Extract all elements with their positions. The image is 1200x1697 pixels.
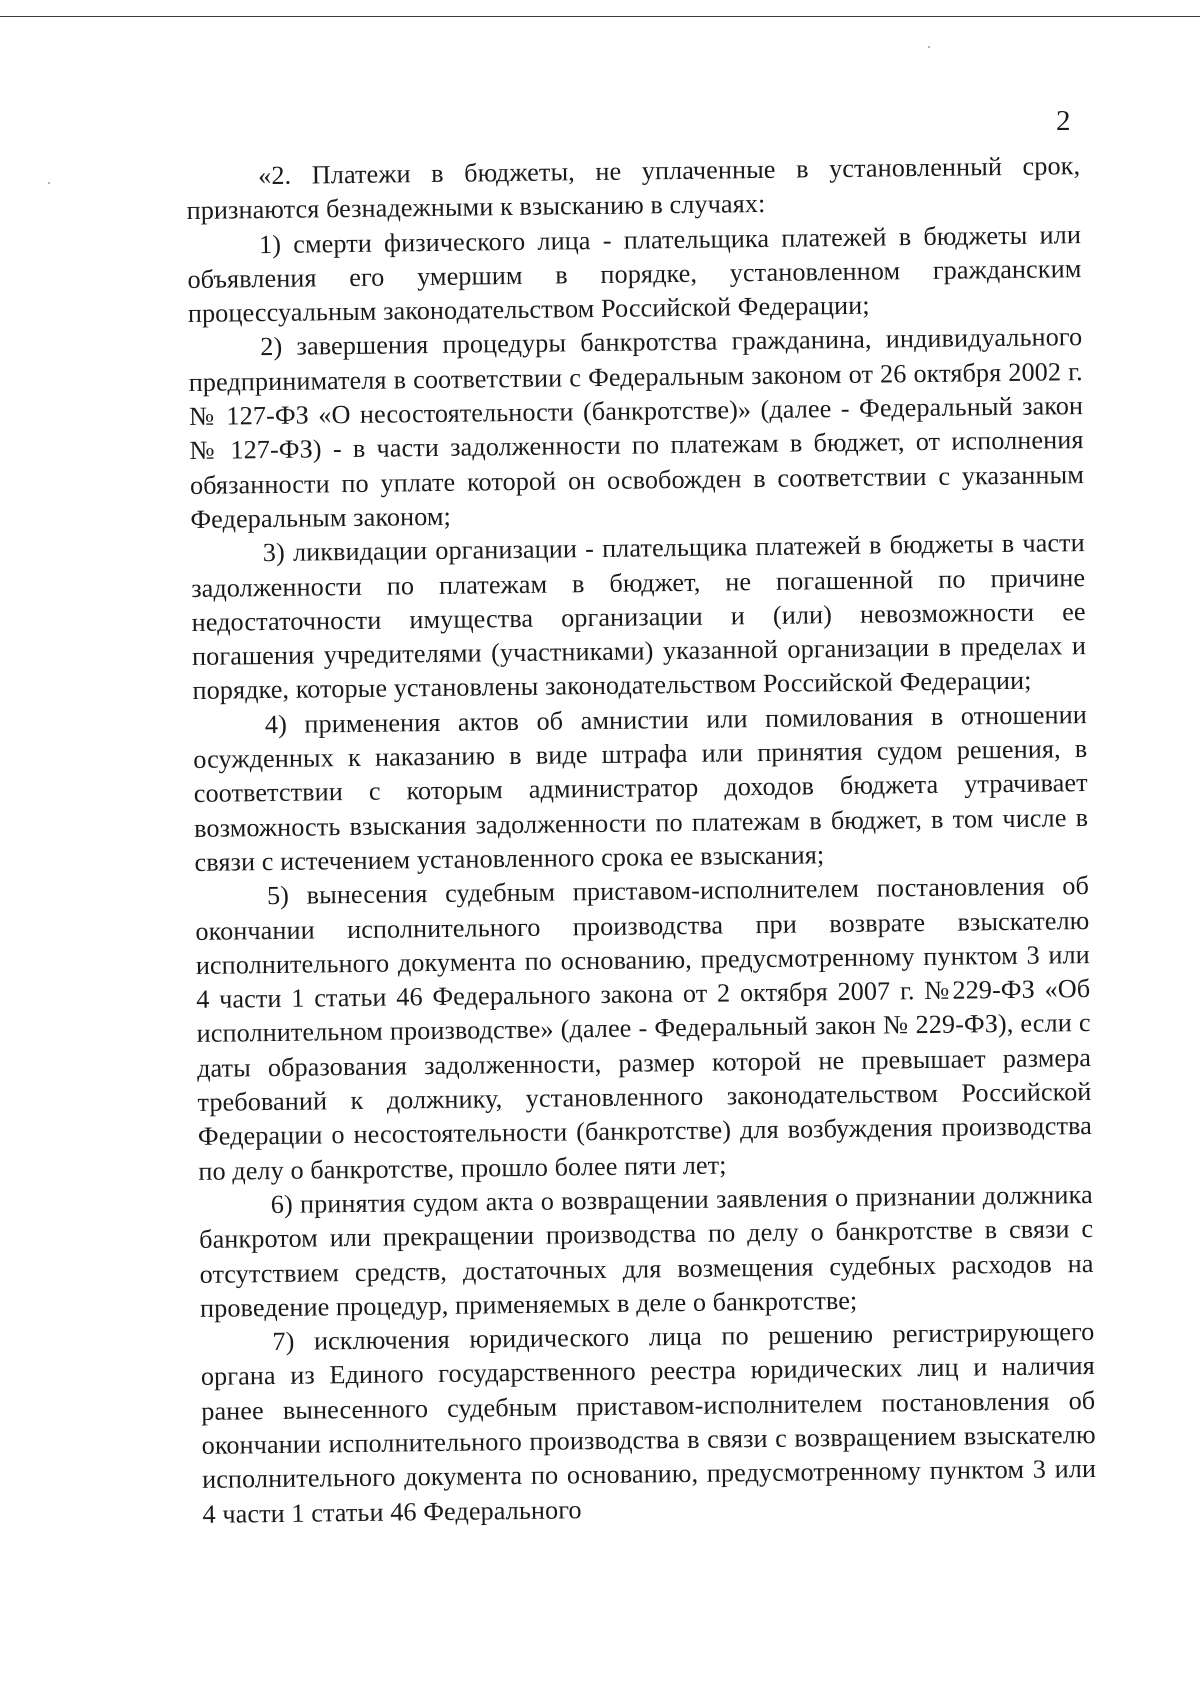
paragraph-item-4: 4) применения актов об амнистии или помилования в отношении осужденных к наказанию в виде штрафа или принятия судом решения, в соответствии с которым администратор доходов бюджета утрачивает возможность взыскания задолженности по платежам в бюджет, в том числе в связи с истечением установленного срока ее взыскания; [193,699,1089,877]
paragraph-item-3: 3) ликвидации организации - плательщика платежей в бюджеты в части задолженности по платежам в бюджет, не погашенной по причине недостаточности имущества организации и (или) невозможности ее погашения учредителями (участниками) указанной организации в пределах и порядке, которые установлены законодательством Российской Федерации; [191,528,1087,706]
scan-top-edge-line [0,16,1200,17]
paragraph-item-6: 6) принятия судом акта о возвращении заявления о признании должника банкротом или прекращении производства по делу о банкротстве в связи с отсутствием средств, достаточных для возмещения судебных расходов на проведение процедур, применяемых в деле о банкротстве; [199,1179,1094,1323]
page-number: 2 [1056,105,1071,137]
paragraph-intro: «2. Платежи в бюджеты, не уплаченные в установленный срок, признаются безнадежными к взысканию в случаях: [186,151,1081,226]
scan-speck [48,182,50,184]
scan-speck [928,46,930,48]
document-body [186,149,1097,1532]
paragraph-item-7: 7) исключения юридического лица по решению регистрирующего органа из Единого государственного реестра юридических лиц и наличия ранее вынесенного судебным приставом-исполнителем постановления об окончании исполнительного производства в связи с возвращением взыскателю исполнительного документа по основанию, предусмотренному пунктом 3 или 4 части 1 статьи 46 Федерального [200,1317,1097,1529]
paragraph-item-2: 2) завершения процедуры банкротства гражданина, индивидуального предпринимателя в соответствии с Федеральным законом от 26 октября 2002 г. № 127-ФЗ «О несостоятельности (банкротстве)» (далее - Федеральный закон № 127-ФЗ) - в части задолженности по платежам в бюджет, от исполнения обязанности по уплате которой он освобожден в соответствии с указанным Федеральным законом; [188,322,1085,534]
paragraph-item-5: 5) вынесения судебным приставом-исполнителем постановления об окончании исполнительного производства при возврате взыскателю исполнительного документа по основанию, предусмотренному пунктом 3 или 4 части 1 статьи 46 Федерального закона от 2 октября 2007 г. №229-ФЗ «Об исполнительном производстве» (далее - Федеральный закон № 229-ФЗ), если с даты образования задолженности, размер которой не превышает размера требований к должнику, установленного законодательством Российской Федерации о несостоятельности (банкротстве) для возбуждения производства по делу о банкротстве, прошло более пяти лет; [195,871,1093,1186]
paragraph-item-1: 1) смерти физического лица - плательщика платежей в бюджеты или объявления его умершим в порядке, установленном гражданским процессуальным законодательством Российской Федерации; [187,219,1082,329]
